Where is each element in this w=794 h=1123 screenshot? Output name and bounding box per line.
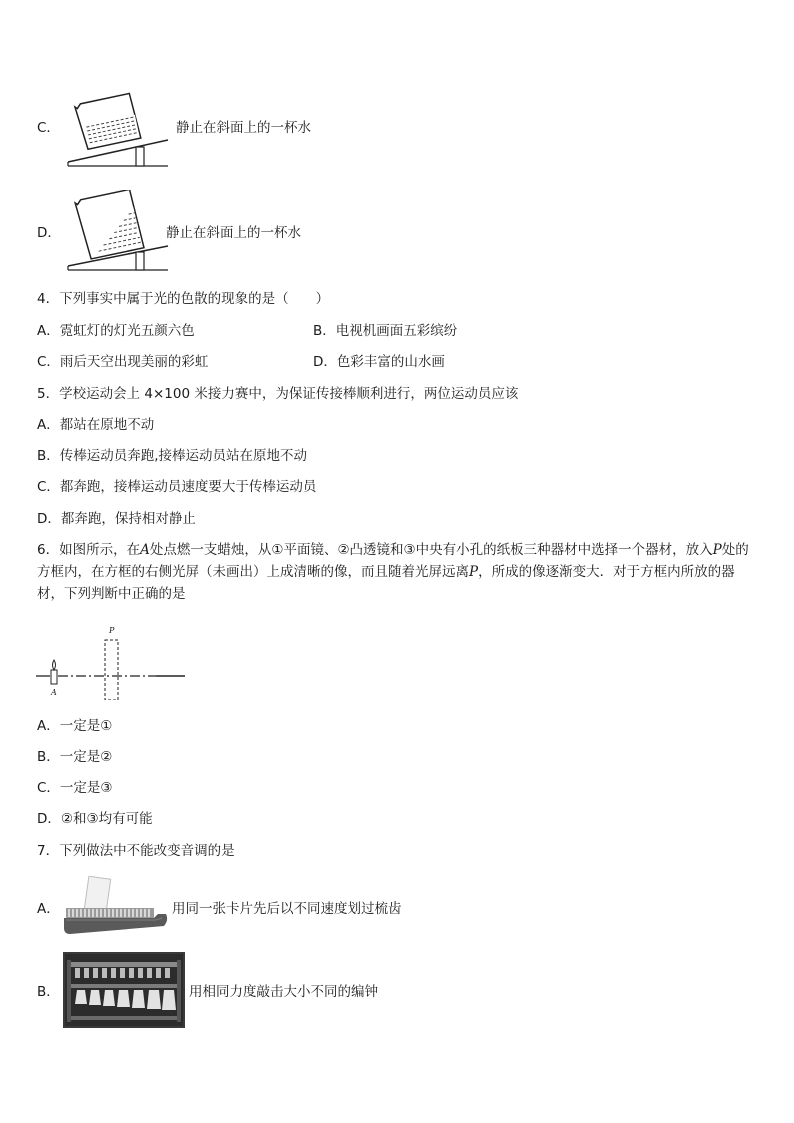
beaker-on-incline-figure-c — [64, 92, 172, 170]
q7-option-a-caption: 用同一张卡片先后以不同速度划过梳齿 — [172, 901, 402, 917]
q6-option-c: C．一定是③ — [37, 780, 113, 796]
q5-option-b: B．传棒运动员奔跑,接棒运动员站在原地不动 — [37, 448, 308, 464]
q4-option-b: B．电视机画面五彩缤纷 — [313, 323, 458, 339]
q6-stem: 6．如图所示，在A处点燃一支蜡烛，从①平面镜、②凸透镜和③中央有小孔的纸板三种器材中选择一个器材，放入P处的方框内，在方框的右侧光屏（未画出）上成清晰的像，而且随着光屏远离P，所成的像逐渐变大．对于方框内所放的器材，下列判断中正确的是 — [37, 542, 749, 602]
q3-option-d-caption: 静止在斜面上的一杯水 — [166, 225, 301, 241]
figure-label-p: P — [109, 626, 115, 635]
q6-option-d: D．②和③均有可能 — [37, 811, 153, 827]
q3-option-d-letter: D． — [37, 225, 61, 241]
q4-option-c: C．雨后天空出现美丽的彩虹 — [37, 354, 209, 370]
q6-option-a: A．一定是① — [37, 718, 113, 734]
q3-option-c-letter: C． — [37, 120, 60, 136]
figure-label-a: A — [51, 688, 57, 697]
candle-lens-diagram — [36, 626, 188, 700]
q7-stem: 7．下列做法中不能改变音调的是 — [37, 843, 235, 859]
q5-option-d: D．都奔跑，保持相对静止 — [37, 511, 196, 527]
card-and-comb-photo — [62, 876, 170, 938]
beaker-on-incline-figure-d — [64, 190, 172, 272]
q7-option-b-letter: B． — [37, 984, 60, 1000]
q4-stem: 4．下列事实中属于光的色散的现象的是（ ） — [37, 291, 330, 307]
q6-option-b: B．一定是② — [37, 749, 113, 765]
q5-stem: 5．学校运动会上 4×100 米接力赛中，为保证传接棒顺利进行，两位运动员应该 — [37, 386, 519, 402]
q3-option-c-caption: 静止在斜面上的一杯水 — [176, 120, 311, 136]
q7-option-b-caption: 用相同力度敲击大小不同的编钟 — [189, 984, 378, 1000]
bianzhong-bells-photo — [63, 952, 185, 1028]
q5-option-c: C．都奔跑，接棒运动员速度要大于传棒运动员 — [37, 479, 317, 495]
q7-option-a-letter: A． — [37, 901, 60, 917]
q4-option-a: A．霓虹灯的灯光五颜六色 — [37, 323, 195, 339]
q5-option-a: A．都站在原地不动 — [37, 417, 155, 433]
q4-option-d: D．色彩丰富的山水画 — [313, 354, 445, 370]
